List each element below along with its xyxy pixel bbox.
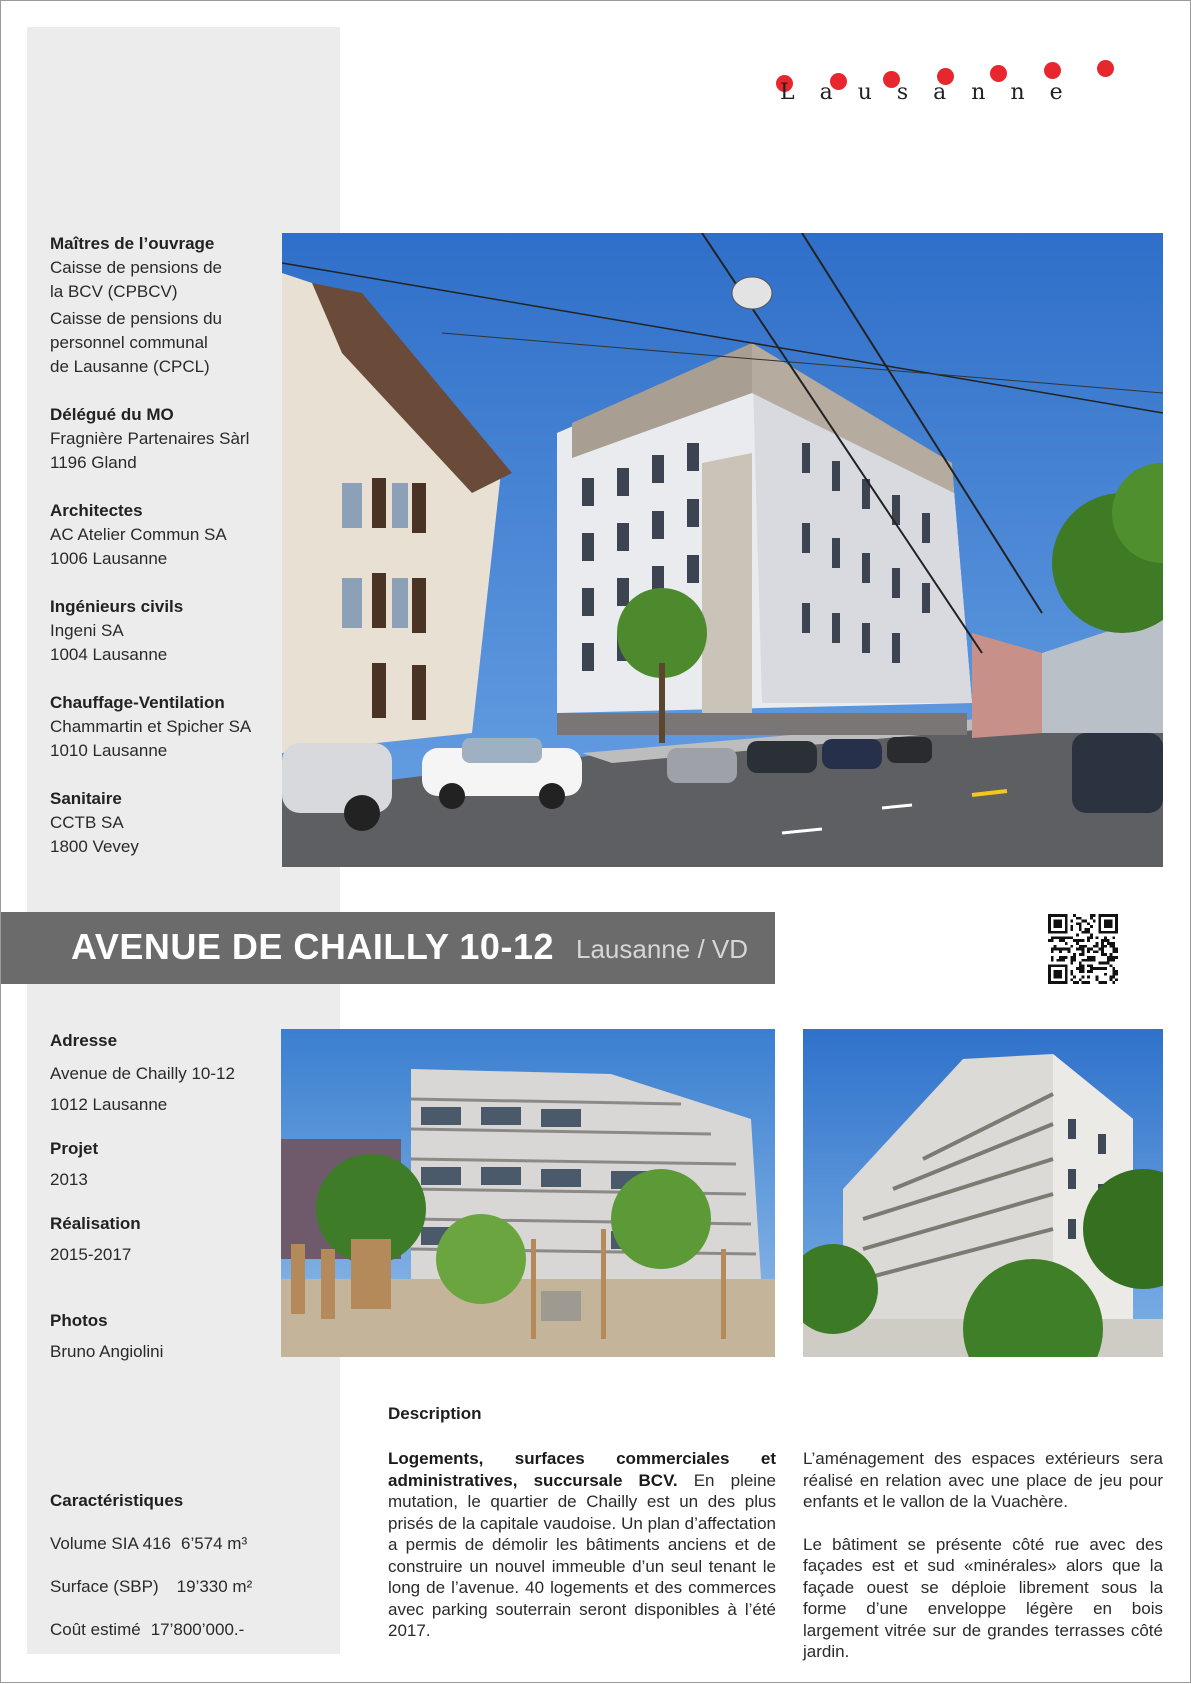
caracteristiques-heading: Caractéristiques (50, 1491, 184, 1510)
lausanne-logo (776, 58, 1126, 118)
carac-value: 19’330 m² (176, 1577, 253, 1596)
adresse-line-2: 1012 Lausanne (50, 1095, 168, 1114)
page-subtitle-location: Lausanne / VD (576, 934, 749, 964)
credit-heading: Délégué du MO (50, 405, 174, 424)
credit-block (50, 595, 290, 667)
credit-heading: Chauffage-Ventilation (50, 693, 225, 712)
description-column-left (388, 1448, 776, 1663)
credit-line: 1010 Lausanne (50, 741, 168, 760)
carac-row (50, 1576, 320, 1598)
description-lead-bold: Logements, surfaces commerciales et administratives, succursale BCV. (388, 1449, 776, 1490)
carac-row (50, 1619, 320, 1641)
credit-heading: Architectes (50, 501, 143, 520)
credit-line: Ingeni SA (50, 621, 124, 640)
caracteristiques (50, 1490, 320, 1641)
carac-value: 17’800’000.- (150, 1620, 245, 1639)
street-photo (282, 233, 1163, 867)
credit-line: la BCV (CPBCV) (50, 282, 178, 301)
realisation-value: 2015-2017 (50, 1245, 132, 1264)
description-lead-text: En pleine mutation, le quartier de Chailly est un des plus prisés de la capitale vaudoise. Un plan d’affectation a permis de démolir les bâtiments anciens et de construire un nouvel immeuble d’un seul tenant le long de l’avenue. 40 logements et des commerces avec parking souterrain seront disponibles à l’été 2017. (388, 1470, 776, 1640)
description-column-right (803, 1448, 1163, 1684)
credit-line: 1800 Vevey (50, 837, 139, 856)
credit-line: Chammartin et Spicher SA (50, 717, 252, 736)
credit-block (50, 232, 290, 379)
credit-block (50, 403, 290, 475)
credit-block (50, 499, 290, 571)
page-title: AVENUE DE CHAILLY 10-12 (71, 926, 554, 967)
qr-code-icon[interactable] (1048, 914, 1118, 984)
corner-photo (803, 1029, 1163, 1357)
credit-heading: Sanitaire (50, 789, 122, 808)
credit-heading: Ingénieurs civils (50, 597, 184, 616)
project-info (50, 1030, 300, 1363)
credit-line: Caisse de pensions de (50, 258, 223, 277)
credit-line: personnel communal (50, 333, 208, 352)
description-paragraph: Le bâtiment se présente côté rue avec des façades est et sud «minérales» alors que la façade ouest se déploie librement sous la forme d’une enveloppe légère en bois largement vitrée sur de grandes terrasses côté jardin. (803, 1534, 1163, 1661)
carac-label: Volume SIA 416 (50, 1534, 171, 1553)
logo-wordmark: Lausanne (780, 80, 1088, 105)
logo-dot (1097, 60, 1114, 77)
credit-line: 1006 Lausanne (50, 549, 168, 568)
carac-label: Coût estimé (50, 1620, 141, 1639)
carac-value: 6’574 m³ (180, 1534, 248, 1553)
realisation-label: Réalisation (50, 1214, 141, 1233)
credit-line: Fragnière Partenaires Sàrl (50, 429, 250, 448)
logo-dot (1044, 62, 1061, 79)
projet-value: 2013 (50, 1170, 88, 1189)
credits-list (50, 232, 290, 883)
title-bar (1, 912, 775, 984)
projet-label: Projet (50, 1139, 99, 1158)
credit-line: de Lausanne (CPCL) (50, 357, 210, 376)
garden-photo (281, 1029, 775, 1357)
credit-line: CCTB SA (50, 813, 124, 832)
photos-value: Bruno Angiolini (50, 1342, 164, 1361)
adresse-line-1: Avenue de Chailly 10-12 (50, 1064, 235, 1083)
credit-block (50, 691, 290, 763)
credit-line: 1196 Gland (50, 453, 137, 472)
carac-label: Surface (SBP) (50, 1577, 159, 1596)
carac-row (50, 1533, 320, 1555)
photos-label: Photos (50, 1311, 108, 1330)
description-paragraph: L’aménagement des espaces extérieurs sera réalisé en relation avec une place de jeu pour enfants et le vallon de la Vuachère. (803, 1449, 1163, 1511)
adresse-label: Adresse (50, 1031, 118, 1050)
description-heading: Description (388, 1404, 482, 1423)
credit-line: AC Atelier Commun SA (50, 525, 227, 544)
credit-heading: Maîtres de l’ouvrage (50, 234, 215, 253)
credit-block (50, 787, 290, 859)
credit-line: Caisse de pensions du (50, 309, 223, 328)
credit-line: 1004 Lausanne (50, 645, 168, 664)
